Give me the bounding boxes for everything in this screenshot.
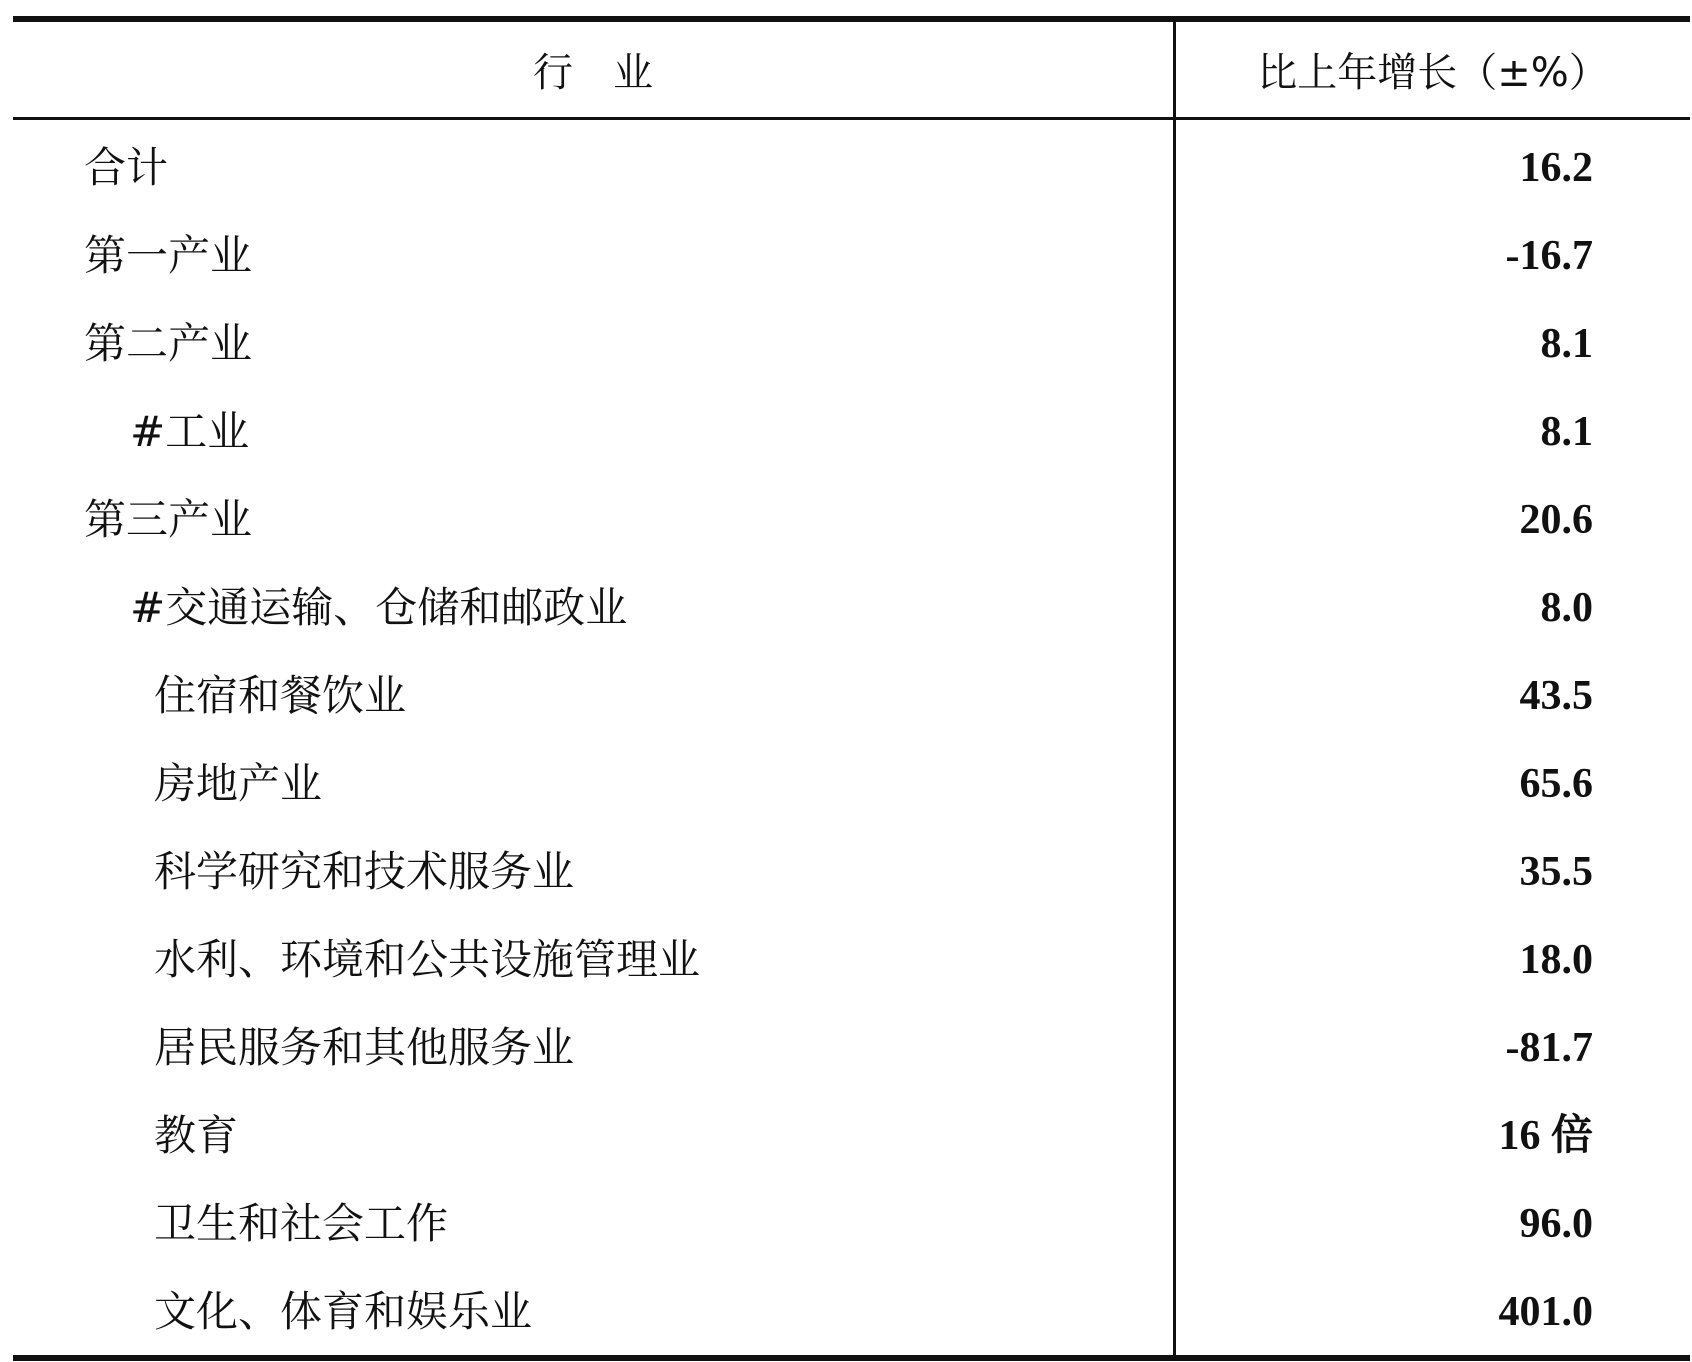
industry-label: 水利、环境和公共设施管理业 <box>154 935 701 984</box>
table-header-rule <box>13 117 1690 120</box>
table-row <box>0 1008 1692 1088</box>
table-row <box>0 832 1692 912</box>
table-row <box>0 216 1692 296</box>
industry-label: 住宿和餐饮业 <box>154 671 407 720</box>
growth-value: 8.0 <box>1540 585 1593 631</box>
industry-label: 第三产业 <box>84 495 253 544</box>
table-row <box>0 920 1692 1000</box>
industry-label: 居民服务和其他服务业 <box>154 1023 575 1072</box>
table-row <box>0 304 1692 384</box>
growth-value: -16.7 <box>1505 233 1593 279</box>
industry-label: #交通运输、仓储和邮政业 <box>130 583 628 632</box>
header-industry: 行 业 <box>533 50 653 96</box>
table-bottom-rule <box>13 1355 1690 1361</box>
industry-label: 第二产业 <box>84 319 253 368</box>
table-row <box>0 568 1692 648</box>
growth-value: 16 倍 <box>1498 1113 1593 1159</box>
growth-value: -81.7 <box>1505 1025 1593 1071</box>
industry-label: 教育 <box>154 1111 239 1160</box>
industry-label: 合计 <box>84 143 169 192</box>
growth-value: 43.5 <box>1519 673 1593 719</box>
table-row <box>0 392 1692 472</box>
growth-value: 96.0 <box>1519 1201 1593 1247</box>
growth-value: 8.1 <box>1540 321 1593 367</box>
industry-label: #工业 <box>130 407 250 456</box>
growth-value: 401.0 <box>1498 1289 1593 1335</box>
table-row <box>0 1272 1692 1352</box>
industry-label: 卫生和社会工作 <box>154 1199 449 1248</box>
table-row <box>0 1096 1692 1176</box>
table-row <box>0 128 1692 208</box>
industry-label: 房地产业 <box>154 759 323 808</box>
table-row <box>0 480 1692 560</box>
growth-value: 18.0 <box>1519 937 1593 983</box>
growth-value: 20.6 <box>1519 497 1593 543</box>
industry-label: 文化、体育和娱乐业 <box>154 1287 533 1336</box>
industry-label: 科学研究和技术服务业 <box>154 847 575 896</box>
growth-value: 16.2 <box>1519 145 1593 191</box>
table-row <box>0 656 1692 736</box>
industry-label: 第一产业 <box>84 231 253 280</box>
header-growth-rate: 比上年增长（±%） <box>1257 50 1609 96</box>
growth-value: 65.6 <box>1519 761 1593 807</box>
growth-value: 35.5 <box>1519 849 1593 895</box>
growth-value: 8.1 <box>1540 409 1593 455</box>
table-row <box>0 1184 1692 1264</box>
table-row <box>0 744 1692 824</box>
